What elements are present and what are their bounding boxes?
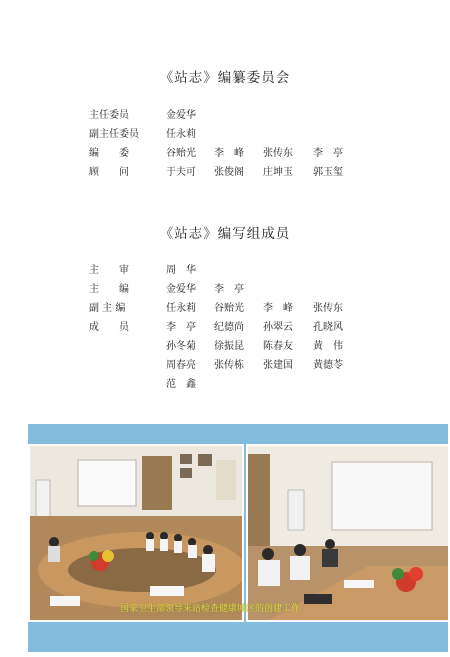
writing-group-title: 《站志》编写组成员 bbox=[159, 226, 291, 242]
role-label: 编 委 bbox=[89, 148, 129, 159]
member-name: 孙翠云 bbox=[263, 322, 293, 333]
member-name: 谷贻光 bbox=[166, 148, 196, 159]
role-label: 副主任委员 bbox=[89, 129, 139, 140]
member-name: 张传东 bbox=[263, 148, 293, 159]
meeting-room-photo bbox=[28, 444, 244, 622]
member-name: 纪德尚 bbox=[214, 322, 244, 333]
member-name: 张传东 bbox=[313, 303, 343, 314]
member-name: 任永莉 bbox=[166, 303, 196, 314]
member-name: 周春亮 bbox=[166, 360, 196, 371]
committee-row bbox=[0, 127, 450, 142]
group-row bbox=[0, 282, 450, 297]
role-label: 主任委员 bbox=[89, 110, 129, 121]
member-name: 于夫可 bbox=[166, 167, 196, 178]
committee-title: 《站志》编纂委员会 bbox=[159, 70, 291, 86]
member-name: 黄 伟 bbox=[313, 341, 343, 352]
member-name: 张传栋 bbox=[214, 360, 244, 371]
role-label: 顾 问 bbox=[89, 167, 129, 178]
member-name: 徐振昆 bbox=[214, 341, 244, 352]
committee-row bbox=[0, 165, 450, 180]
meeting-room-photo-2 bbox=[246, 444, 450, 622]
photo-caption: 国家卫生部领导来站检查健康城区的创建工作 bbox=[120, 604, 301, 614]
group-row bbox=[0, 358, 450, 373]
member-name: 张俊阁 bbox=[214, 167, 244, 178]
member-name: 黄德苓 bbox=[313, 360, 343, 371]
member-name: 孔晓风 bbox=[313, 322, 343, 333]
group-row bbox=[0, 339, 450, 354]
role-label: 主 审 bbox=[89, 265, 129, 276]
member-name: 李 亭 bbox=[214, 284, 244, 295]
committee-row bbox=[0, 108, 450, 123]
member-name: 周 华 bbox=[166, 265, 196, 276]
member-name: 金爱华 bbox=[166, 284, 196, 295]
member-name: 范 鑫 bbox=[166, 379, 196, 390]
photo-panel bbox=[28, 424, 448, 652]
member-name: 金爱华 bbox=[166, 110, 196, 121]
member-name: 庄坤玉 bbox=[263, 167, 293, 178]
group-row bbox=[0, 301, 450, 316]
role-label: 副 主 编 bbox=[89, 303, 126, 314]
group-row bbox=[0, 377, 450, 392]
member-name: 李 峰 bbox=[263, 303, 293, 314]
member-name: 陈春友 bbox=[263, 341, 293, 352]
role-label: 成 员 bbox=[89, 322, 129, 333]
member-name: 谷贻光 bbox=[214, 303, 244, 314]
member-name: 李 亭 bbox=[166, 322, 196, 333]
member-name: 郭玉玺 bbox=[313, 167, 343, 178]
member-name: 任永莉 bbox=[166, 129, 196, 140]
group-row bbox=[0, 263, 450, 278]
member-name: 李 峰 bbox=[214, 148, 244, 159]
member-name: 张建国 bbox=[263, 360, 293, 371]
group-row bbox=[0, 320, 450, 335]
member-name: 孙冬菊 bbox=[166, 341, 196, 352]
member-name: 李 亭 bbox=[313, 148, 343, 159]
committee-row bbox=[0, 146, 450, 161]
role-label: 主 编 bbox=[89, 284, 129, 295]
